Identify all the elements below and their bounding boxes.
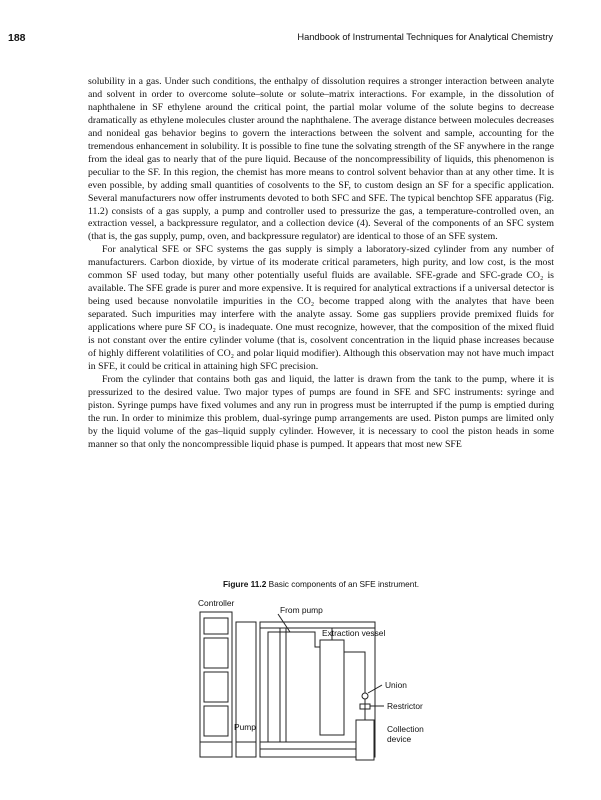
label-union: Union [385,680,407,690]
sfe-instrument-diagram [190,592,450,767]
controller-panel-top [204,618,228,634]
controller-panel [204,706,228,736]
collection-device [356,720,374,760]
paragraph: From the cylinder that contains both gas and liquid, the latter is drawn from the tank to the pump, where it is pressurized to the desired value. Two major types of pumps are found in SFE and SFC instruments: syringe and piston. Syringe pumps have fixed volumes and any run in progress must be interrupted if the pump is emptied during the run. In order to minimize this problem, dual-syringe pump arrangements are used. Piston pumps are limited only by the liquid volume of the gas–liquid supply cylinder. However, it is necessary to cool the piston heads in some manner so that only the noncompressible liquid phase is pumped. It appears that most new SFE [88,373,554,450]
paragraph: For analytical SFE or SFC systems the gas supply is simply a laboratory-sized cylinder from any number of manufacturers. Carbon dioxide, by virtue of its moderate critical parameters, high purity, and low cost, is the most common SF used today, but many other potentially useful fluids are available. SFE-grade and SFC-grade CO₂ is available. The SFE grade is purer and more expensive. It is required for analytical extractions if a universal detector is being used because nonvolatile impurities in the CO₂ become trapped along with the analytes that have been separated. Such impurities may interfere with the analyte assay. Some gas suppliers provide premixed fluids for applications where pure SF CO₂ is inadequate. One must recognize, however, that the composition of the mixed fluid is not constant over the entire cylinder volume (that is, cosolvent concentration in the liquid phase increases because of highly different volatilities of CO₂ and polar liquid modifier). Although this observation may not have much impact in SFE, it could be critical in attaining high SFC precision. [88,244,554,372]
body-text [88,76,554,452]
running-title: Handbook of Instrumental Techniques for Analytical Chemistry [297,32,553,42]
pump-tower [236,622,256,757]
figure-caption-text: Basic components of an SFE instrument. [268,579,419,589]
controller-base-left [200,742,232,757]
controller-panel [204,638,228,668]
figure-caption [88,579,554,589]
label-collection-device: device [387,734,412,744]
union-fitting [362,693,368,699]
controller-panel [204,672,228,702]
label-restrictor: Restrictor [387,701,423,711]
paragraph: solubility in a gas. Under such conditions, the enthalpy of dissolution requires a stronger interaction between analyte and solvent in order to overcome solute–solute or solute–matrix interactions. For example, in the dissolution of naphthalene in SF ethylene around the critical point, the partial molar volume of the solute begins to decrease dramatically as ethylene molecules cluster around the naphthalene. The average distance between molecules decreases and nonideal gas behavior begins to govern the interactions between the solvent and sample, accounting for the tremendous enhancement in solubility. It is possible to fine tune the solvating strength of the SF anywhere in the range from the ideal gas to nearly that of the pure liquid. Because of the noncompressibility of liquids, this phenomenon is peculiar to the SF. In this region, the chemist has more means to control solvent behavior than at any other time. It is even possible, by adding small quantities of cosolvents to the SF, to custom design an SF for a specific application. Several manufacturers now offer instruments devoted to both SFC and SFE. The typical benchtop SFE apparatus (Fig. 11.2) consists of a gas supply, a pump and controller used to pressurize the gas, a temperature-controlled oven, an extraction vessel, a backpressure regulator, and a collection device (4). Several of the components of an SFC system (that is, the gas supply, pump, oven, and backpressure regulator) are identical to those of an SFE system. [88,76,554,243]
extraction-vessel [320,640,344,735]
label-pump: Pump [234,722,256,732]
figure-label: Figure 11.2 [222,579,267,589]
label-from-pump: From pump [280,605,323,615]
label-extraction-vessel: Extraction vessel [322,628,386,638]
label-controller: Controller [198,598,235,608]
page-number: 188 [8,32,26,44]
running-header [0,32,601,52]
pump-base [236,742,256,757]
label-collection: Collection [387,724,424,734]
